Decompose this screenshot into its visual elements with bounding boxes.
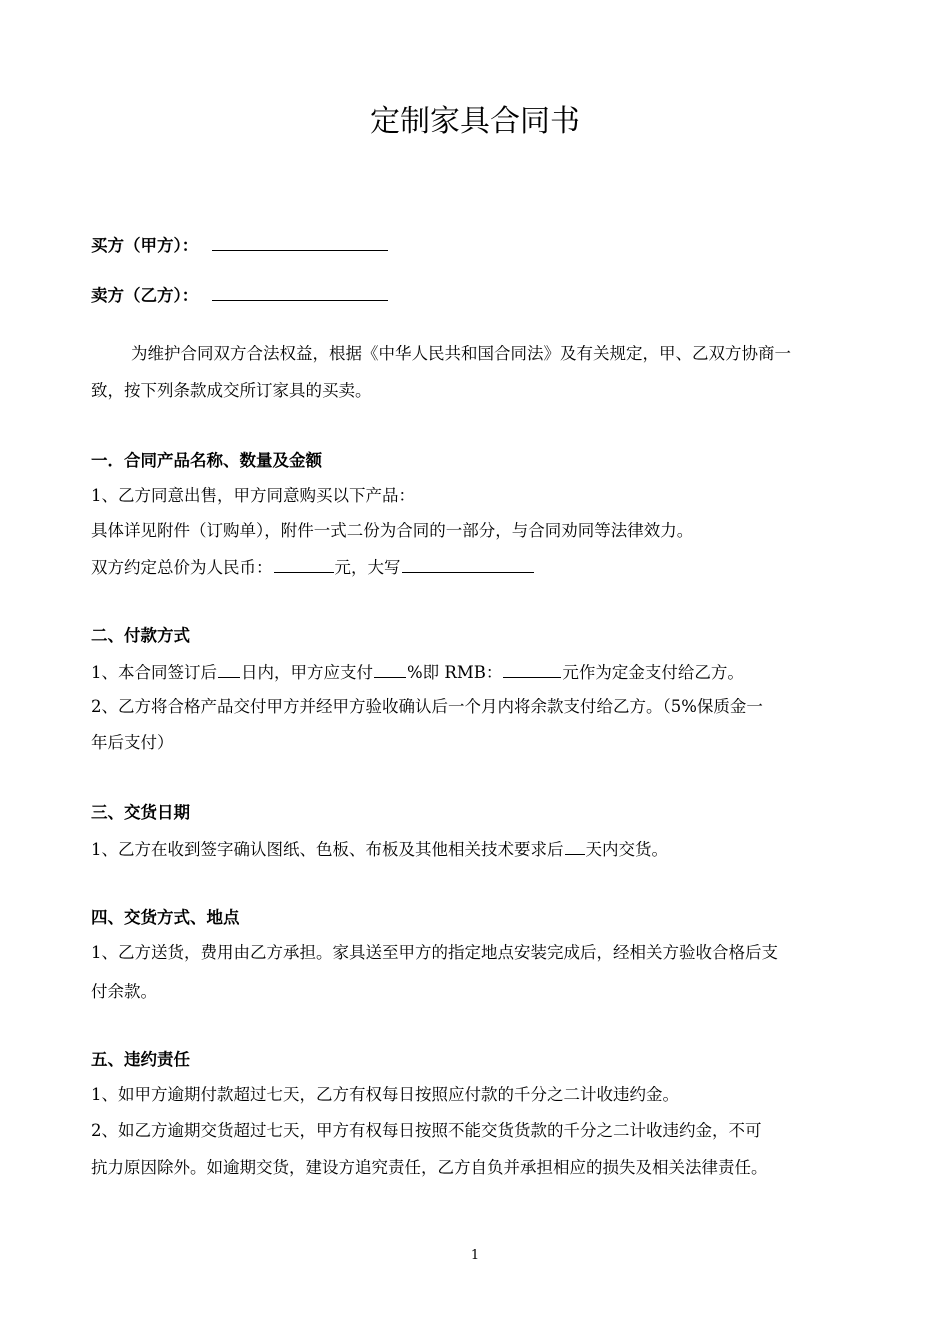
section-5-line-3: 抗力原因除外。如逾期交货，建设方追究责任，乙方自负并承担相应的损失及相关法律责任。: [91, 1158, 768, 1177]
section-5-heading: 五、违约责任: [91, 1050, 190, 1069]
section-1-line-1: 1、乙方同意出售，甲方同意购买以下产品：: [91, 486, 415, 505]
seller-label: 卖方（乙方）：: [91, 286, 199, 305]
intro-line-1: 为维护合同双方合法权益，根据《中华人民共和国合同法》及有关规定，甲、乙双方协商一: [131, 344, 791, 363]
delivery-days-blank: [565, 836, 585, 855]
delivery-days-label: 1、乙方在收到签字确认图纸、色板、布板及其他相关技术要求后: [91, 840, 564, 859]
deposit-suffix: 元作为定金支付给乙方。: [562, 663, 744, 682]
payment-percent-label: 日内，甲方应支付: [241, 663, 373, 682]
section-4-heading: 四、交货方式、地点: [91, 908, 240, 927]
total-price-uppercase-label: 元，大写: [334, 558, 401, 577]
seller-blank: [212, 282, 388, 301]
deposit-amount-label: %即 RMB：: [407, 663, 503, 682]
section-1-line-3: [91, 554, 535, 580]
intro-line-2: 致，按下列条款成交所订家具的买卖。: [91, 381, 372, 400]
section-2-line-1: [91, 659, 744, 685]
section-1-heading: 一．合同产品名称、数量及金额: [91, 451, 322, 470]
section-4-line-1: 1、乙方送货，费用由乙方承担。家具送至甲方的指定地点安装完成后，经相关方验收合格后支: [91, 943, 778, 962]
section-3-line-1: [91, 836, 668, 862]
payment-days-blank: [218, 659, 240, 678]
payment-days-label: 1、本合同签订后: [91, 663, 217, 682]
section-2-heading: 二、付款方式: [91, 626, 190, 645]
buyer-line: [91, 232, 389, 258]
section-5-line-2: 2、如乙方逾期交货超过七天，甲方有权每日按照不能交货货款的千分之二计收违约金，不可: [91, 1121, 762, 1140]
buyer-blank: [212, 232, 388, 251]
seller-line: [91, 282, 389, 308]
section-4-line-2: 付余款。: [91, 982, 157, 1001]
section-2-line-3: 年后支付）: [91, 733, 174, 752]
total-price-blank: [274, 554, 334, 573]
total-price-uppercase-blank: [402, 554, 534, 573]
page-title: 定制家具合同书: [370, 104, 580, 139]
section-3-heading: 三、交货日期: [91, 803, 190, 822]
payment-percent-blank: [374, 659, 406, 678]
total-price-label: 双方约定总价为人民币：: [91, 558, 273, 577]
buyer-label: 买方（甲方）：: [91, 236, 199, 255]
page-number: 1: [470, 1248, 480, 1263]
delivery-days-suffix: 天内交货。: [585, 840, 668, 859]
section-5-line-1: 1、如甲方逾期付款超过七天，乙方有权每日按照应付款的千分之二计收违约金。: [91, 1085, 679, 1104]
section-1-line-2: 具体详见附件（订购单），附件一式二份为合同的一部分，与合同劝同等法律效力。: [91, 521, 694, 540]
section-2-line-2: 2、乙方将合格产品交付甲方并经甲方验收确认后一个月内将余款支付给乙方。（5%保质金一: [91, 697, 763, 716]
deposit-amount-blank: [503, 659, 561, 678]
